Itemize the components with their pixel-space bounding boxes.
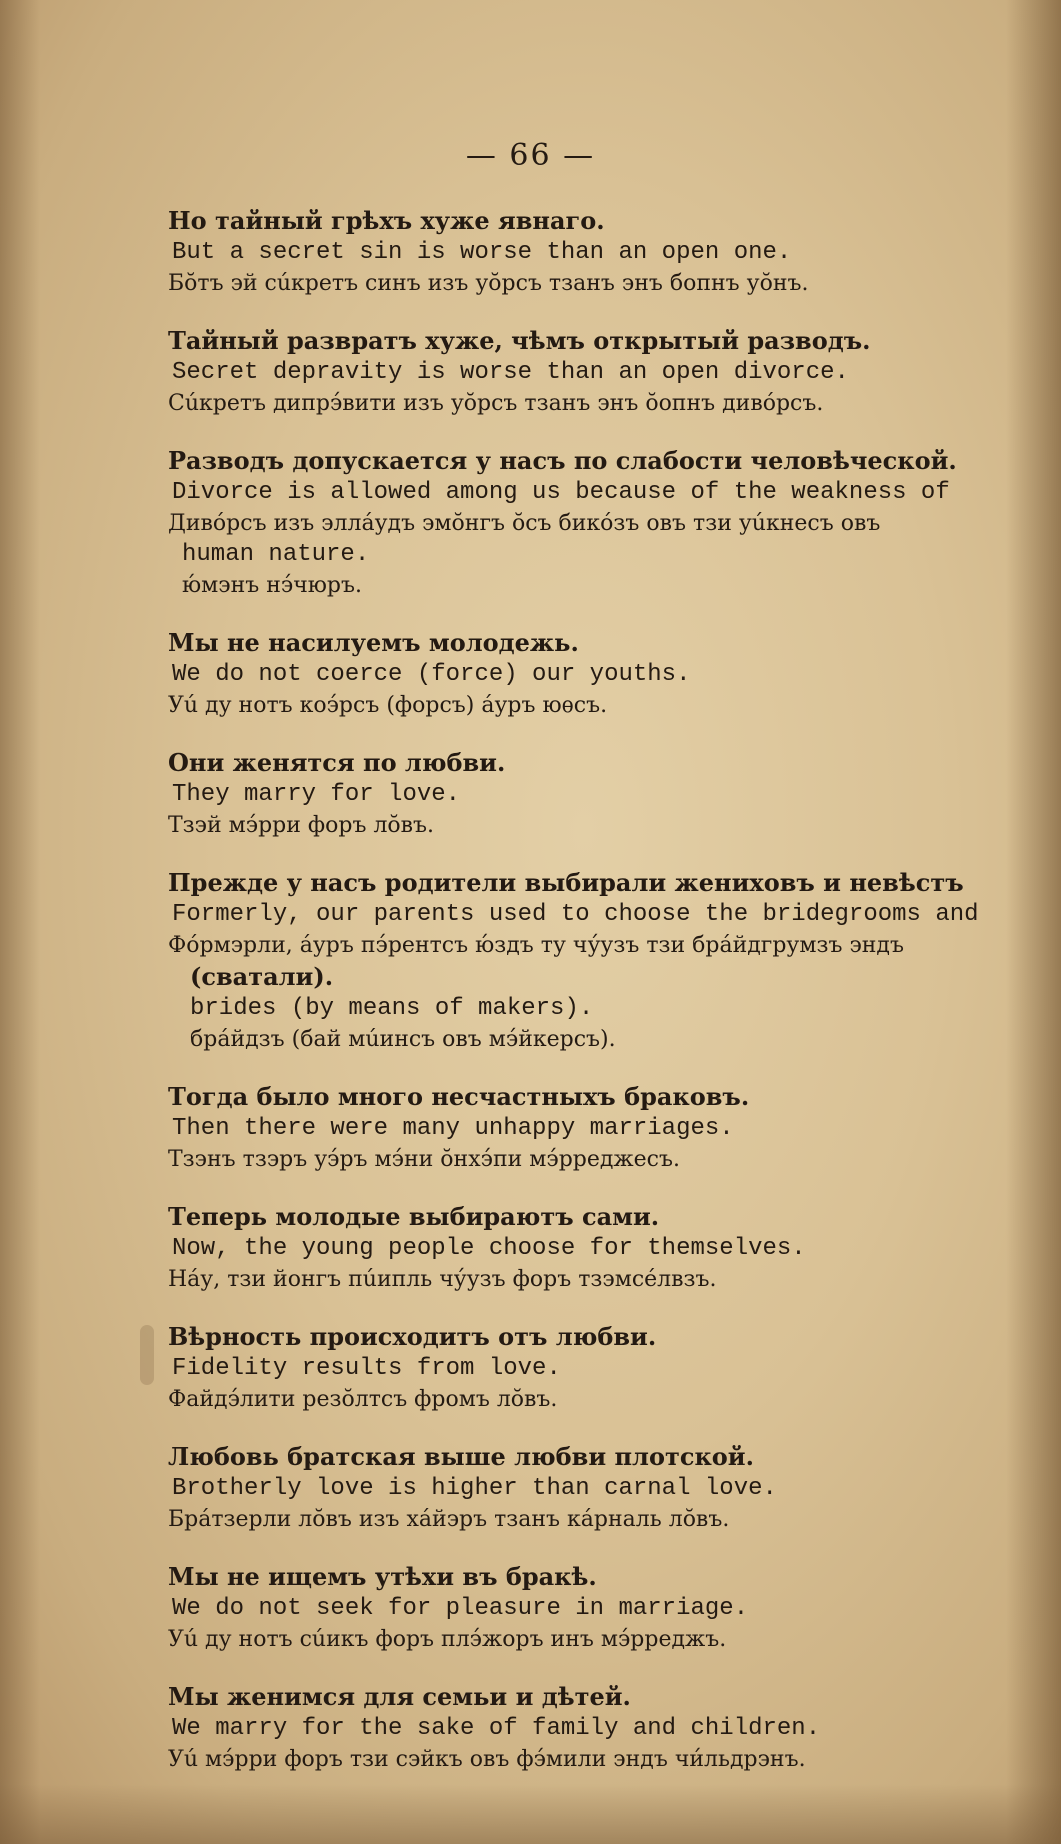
english-translation-continued: human nature. [182, 541, 370, 568]
english-translation: Fidelity results from love. [172, 1355, 561, 1382]
phrase-entry [168, 1681, 1028, 1775]
english-translation: Secret depravity is worse than an open divorce. [172, 359, 849, 386]
russian-phrase: Они женятся по любви. [168, 748, 506, 777]
pronunciation-transcription: Уú ду нотъ коэ́рсъ (форсъ) áуръ юѳсъ. [168, 693, 608, 718]
english-translation: Now, the young people choose for themselves. [172, 1235, 806, 1262]
russian-phrase: Мы не насилуемъ молодежь. [168, 628, 579, 657]
phrase-entry [168, 1201, 1028, 1295]
english-translation-continued: brides (by means of makers). [190, 995, 594, 1022]
english-translation: But a secret sin is worse than an open one. [172, 239, 792, 266]
phrase-entry [168, 627, 1028, 721]
english-translation: We do not coerce (force) our youths. [172, 661, 691, 688]
english-translation: Formerly, our parents used to choose the bridegrooms and [172, 901, 979, 928]
phrasebook-content [168, 205, 1028, 1801]
phrase-entry [168, 445, 1028, 601]
russian-phrase: Вѣрность происходитъ отъ любви. [168, 1322, 657, 1351]
russian-phrase: Теперь молодые выбираютъ сами. [168, 1202, 660, 1231]
russian-phrase-continued: (сватали). [190, 962, 334, 991]
english-translation: We do not seek for pleasure in marriage. [172, 1595, 749, 1622]
pronunciation-transcription: Тзэй мэ́рри форъ лŏвъ. [168, 813, 435, 838]
english-translation: We marry for the sake of family and children. [172, 1715, 821, 1742]
paper-stain [140, 1325, 154, 1385]
phrase-entry [168, 1321, 1028, 1415]
pronunciation-transcription: Уú ду нотъ сúикъ форъ плэ́жоръ инъ мэ́рреджъ. [168, 1627, 727, 1652]
phrase-entry [168, 867, 1028, 1055]
page-number: — 66 — [465, 138, 596, 173]
pronunciation-transcription: Уú мэ́рри форъ тзи сэйкъ овъ фэ́мили эндъ чи́льдрэнъ. [168, 1747, 806, 1772]
pronunciation-transcription: Дивóрсъ изъ эллáудъ эмŏнгъ ŏсъ бикóзъ овъ тзи уúкнесъ овъ [168, 511, 881, 536]
russian-phrase: Но тайный грѣхъ хуже явнаго. [168, 206, 605, 235]
russian-phrase: Разводъ допускается у насъ по слабости человѣческой. [168, 446, 957, 475]
english-translation: They marry for love. [172, 781, 461, 808]
russian-phrase: Мы не ищемъ утѣхи въ бракѣ. [168, 1562, 597, 1591]
page-edge-shadow-left [0, 0, 40, 1844]
russian-phrase: Тогда было много несчастныхъ браковъ. [168, 1082, 750, 1111]
pronunciation-transcription: Сúкретъ дипрэ́вити изъ уŏрсъ тзанъ энъ ŏопнъ дивóрсъ. [168, 391, 824, 416]
pronunciation-transcription: Нáу, тзи йонгъ пúипль чу́узъ форъ тзэмсéлвзъ. [168, 1267, 717, 1292]
pronunciation-transcription-continued: ю́мэнъ нэ́чюръ. [182, 573, 362, 598]
phrase-entry [168, 1081, 1028, 1175]
phrase-entry [168, 747, 1028, 841]
pronunciation-transcription: Тзэнъ тзэръ уэ́ръ мэ́ни ŏнхэ́пи мэ́рреджесъ. [168, 1147, 680, 1172]
phrase-entry [168, 1561, 1028, 1655]
phrase-entry [168, 205, 1028, 299]
russian-phrase: Любовь братская выше любви плотской. [168, 1442, 754, 1471]
english-translation: Brotherly love is higher than carnal love. [172, 1475, 777, 1502]
russian-phrase: Прежде у насъ родители выбирали жениховъ и невѣстъ [168, 868, 964, 897]
pronunciation-transcription-continued: брáйдзъ (бай мúинсъ овъ мэ́йкерсъ). [190, 1027, 616, 1052]
russian-phrase: Мы женимся для семьи и дѣтей. [168, 1682, 631, 1711]
pronunciation-transcription: Брáтзерли лŏвъ изъ хáйэръ тзанъ кáрналь лŏвъ. [168, 1507, 730, 1532]
pronunciation-transcription: Фóрмэрли, áуръ пэ́рентсъ ю́здъ ту чу́узъ тзи брáйдгрумзъ эндъ [168, 933, 904, 958]
english-translation: Divorce is allowed among us because of the weakness of [172, 479, 950, 506]
russian-phrase: Тайный развратъ хуже, чѣмъ открытый разводъ. [168, 326, 871, 355]
pronunciation-transcription: Бŏтъ эй сúкретъ синъ изъ уŏрсъ тзанъ энъ бопнъ уŏнъ. [168, 271, 809, 296]
phrase-entry [168, 1441, 1028, 1535]
pronunciation-transcription: Файдэ́лити резŏлтсъ фромъ лŏвъ. [168, 1387, 558, 1412]
phrase-entry [168, 325, 1028, 419]
english-translation: Then there were many unhappy marriages. [172, 1115, 734, 1142]
